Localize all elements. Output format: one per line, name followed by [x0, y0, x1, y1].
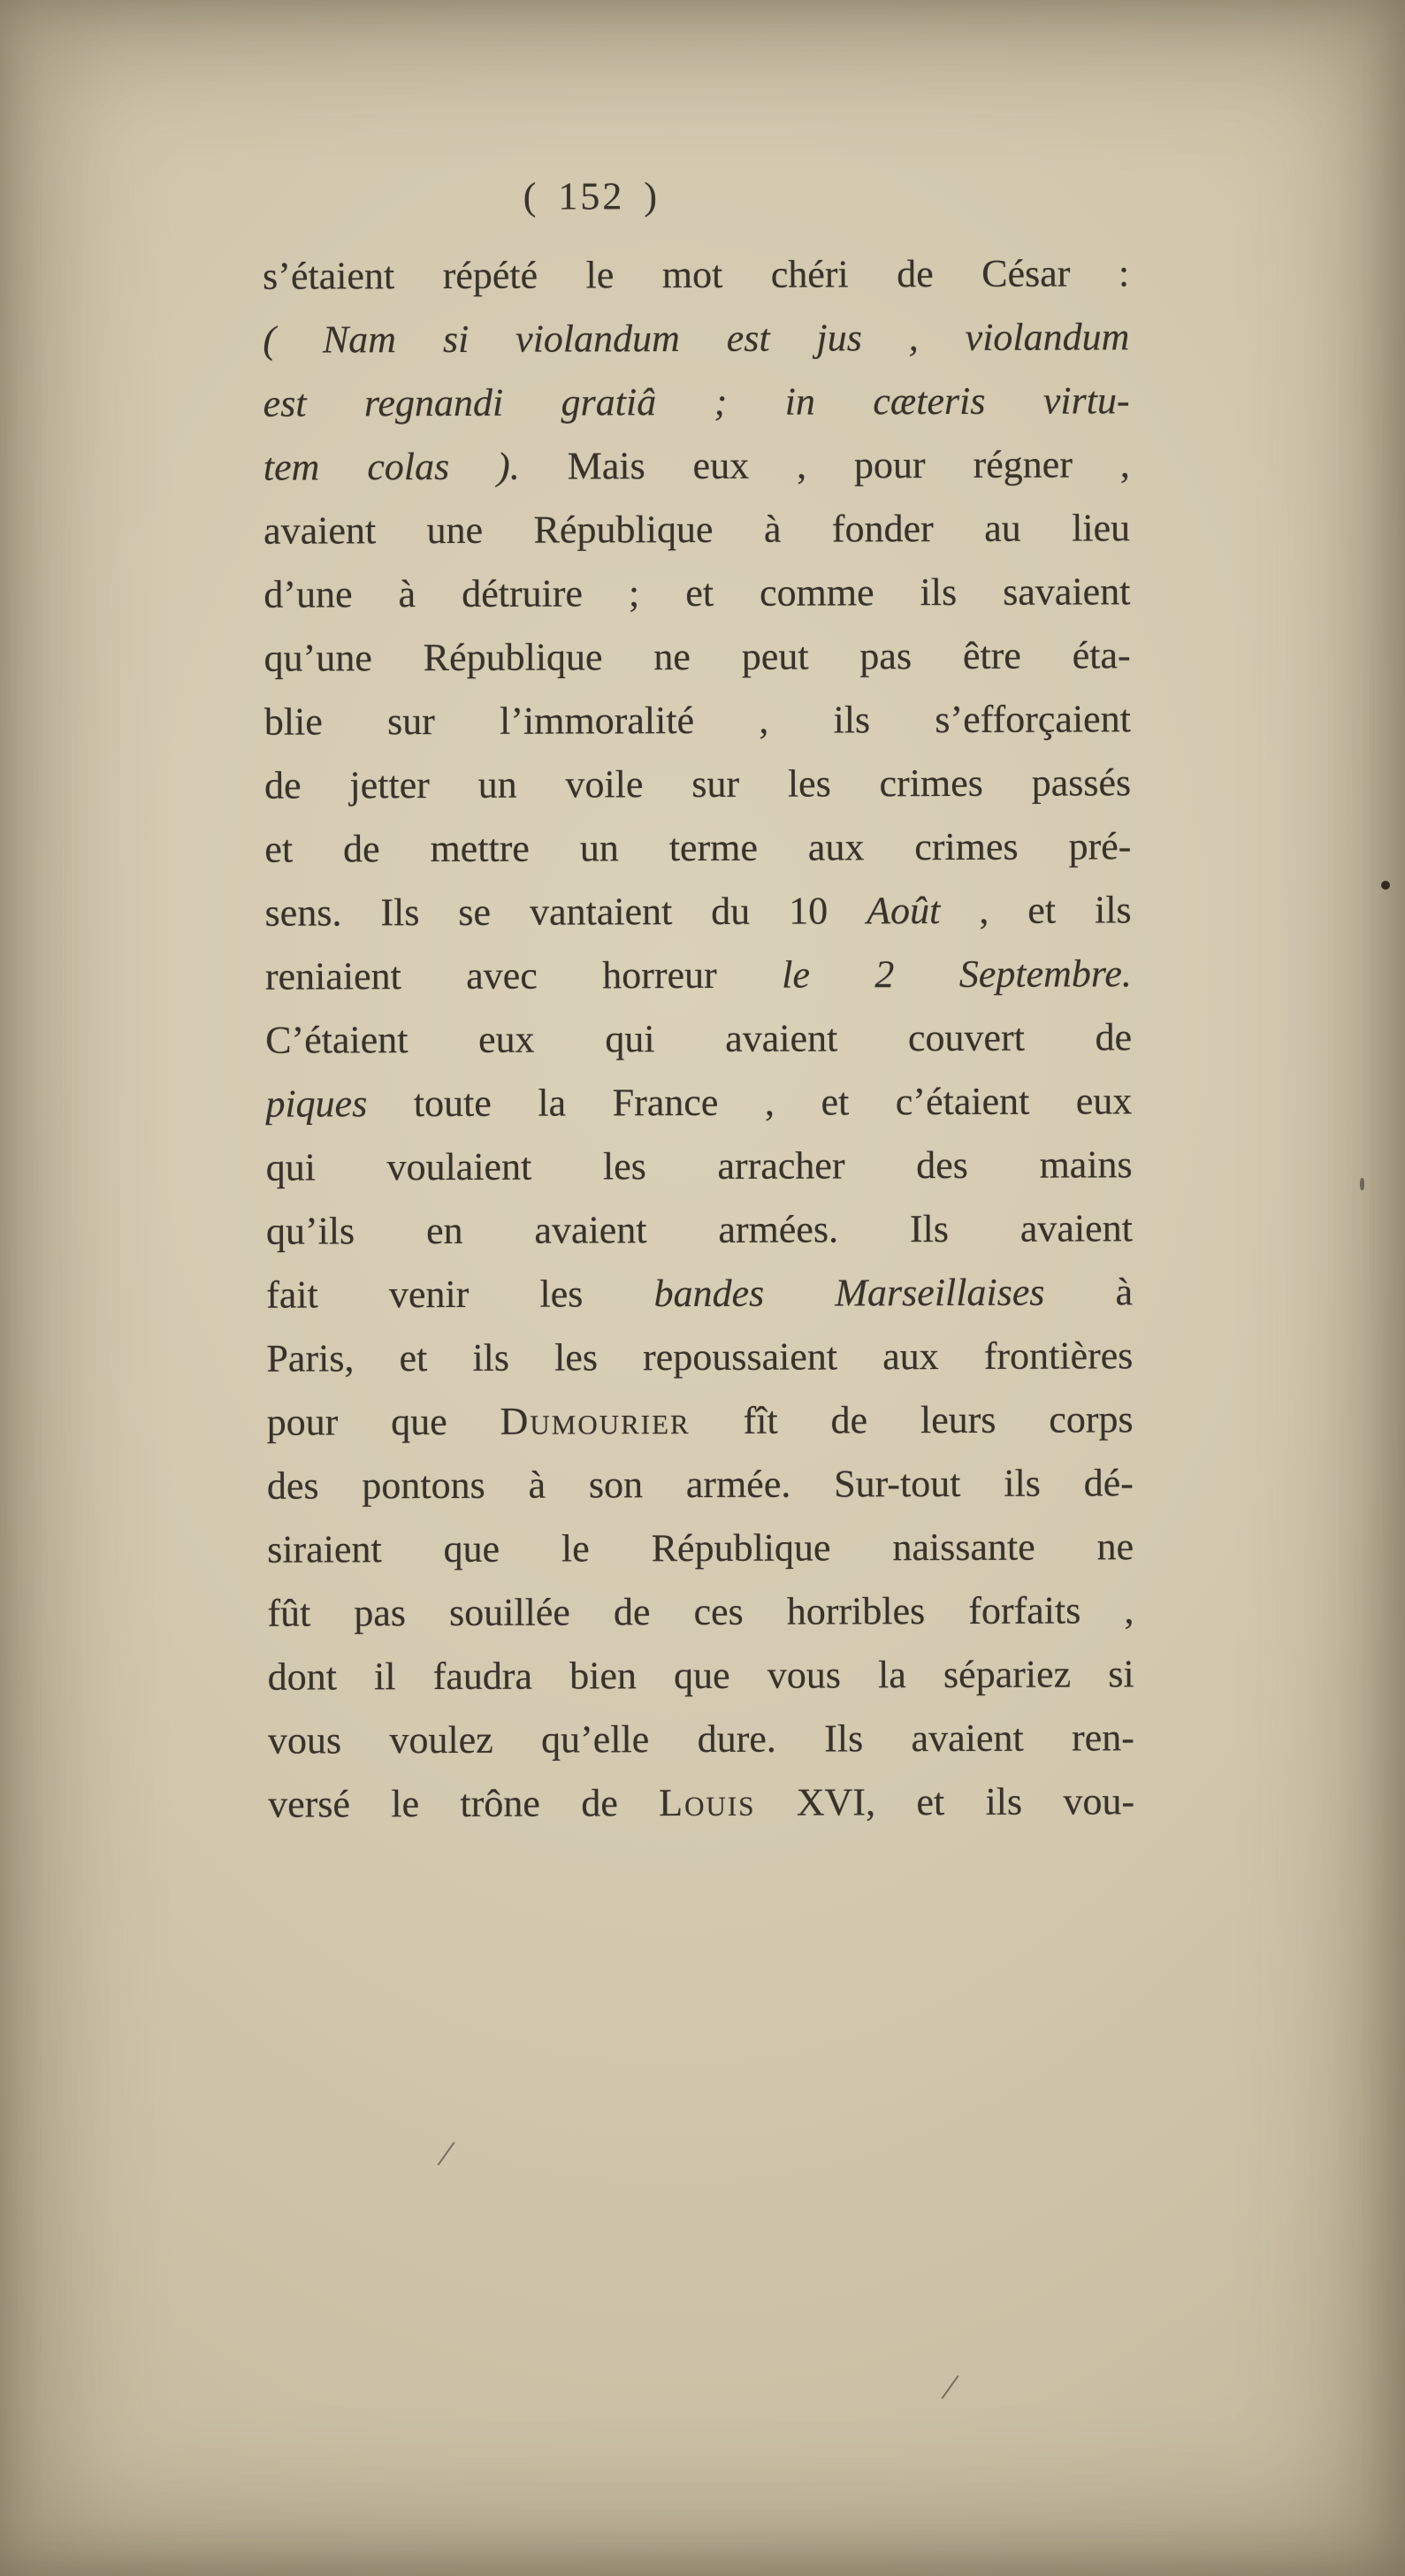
ink-speck — [1381, 881, 1390, 890]
scan-slash-mark-2: / — [941, 2366, 958, 2409]
text-line — [264, 623, 1131, 690]
page-number-header: ( 152 ) — [523, 174, 661, 218]
text-segment: fût pas souillée de ces horribles forfaits , — [267, 1588, 1134, 1635]
text-segment: , et ils — [940, 888, 1132, 933]
text-segment: Août — [867, 889, 941, 933]
text-line — [264, 814, 1131, 881]
text-segment: versé le trône de — [268, 1781, 660, 1826]
text-line — [268, 1770, 1134, 1836]
text-line — [265, 878, 1132, 944]
ink-smudge — [1360, 1178, 1364, 1190]
text-segment: dont il faudra bien que vous la sépariez si — [267, 1652, 1134, 1699]
text-segment: pour que — [266, 1399, 500, 1444]
text-line — [266, 1260, 1133, 1326]
text-line — [264, 751, 1131, 817]
text-line — [265, 942, 1132, 1008]
text-segment: qu’une République ne peut pas être éta- — [263, 633, 1131, 680]
text-line — [267, 1387, 1134, 1454]
text-segment: C’étaient eux qui avaient couvert de — [265, 1015, 1133, 1062]
text-segment: fait venir les — [266, 1272, 654, 1317]
text-segment: blie sur l’immoralité , ils s’efforçaient — [263, 697, 1131, 744]
text-line — [265, 1005, 1132, 1072]
text-segment: et de mettre un terme aux crimes pré- — [264, 824, 1132, 871]
text-segment: toute la France , et c’étaient eux — [367, 1079, 1133, 1126]
scan-slash-mark-1: / — [437, 2133, 454, 2175]
text-segment: qu’ils en avaient armées. Ils avaient — [265, 1206, 1133, 1253]
text-segment: à — [1044, 1270, 1134, 1314]
text-segment: s’étaient répété le mot chéri de César : — [263, 251, 1130, 298]
text-line — [263, 241, 1129, 308]
text-segment: Mais eux , pour régner , — [519, 442, 1130, 488]
text-line — [266, 1196, 1133, 1263]
text-segment: vous voulez qu’elle dure. Ils avaient ren- — [267, 1716, 1134, 1762]
text-line — [264, 687, 1131, 753]
text-line — [266, 1324, 1133, 1390]
text-segment: Louis — [659, 1780, 756, 1825]
text-segment: de jetter un voile sur les crimes passés — [264, 761, 1132, 807]
text-line — [267, 1515, 1134, 1581]
body-text — [263, 241, 1134, 1836]
text-segment: piques — [265, 1082, 368, 1126]
text-block — [263, 172, 1135, 1836]
text-line — [263, 369, 1130, 435]
text-segment: ( Nam si violandum est jus , violandum — [263, 315, 1130, 362]
text-segment: fît de leurs corps — [690, 1397, 1134, 1443]
text-segment: des pontons à son armée. Sur-tout ils dé- — [266, 1461, 1134, 1508]
text-segment: d’une à détruire ; et comme ils savaient — [263, 569, 1131, 616]
text-line — [268, 1642, 1134, 1708]
text-segment: qui voulaient les arracher des mains — [265, 1143, 1133, 1189]
text-line — [263, 496, 1130, 562]
text-line — [263, 560, 1130, 626]
text-line — [267, 1451, 1134, 1517]
text-line — [265, 1069, 1132, 1135]
text-line — [268, 1706, 1134, 1772]
text-segment: bandes Marseillaises — [653, 1270, 1045, 1316]
text-segment: reniaient avec horreur — [264, 952, 783, 998]
text-segment: tem colas ). — [263, 444, 520, 489]
text-segment: siraient que le République naissante ne — [267, 1525, 1134, 1571]
text-line — [263, 305, 1129, 371]
text-line — [263, 432, 1130, 499]
text-segment: avaient une République à fonder au lieu — [263, 506, 1131, 553]
text-segment: Paris, et ils les repoussaient aux frontières — [266, 1334, 1134, 1380]
text-segment: XVI, et ils vou- — [755, 1779, 1135, 1824]
text-line — [267, 1578, 1134, 1645]
text-segment: est regnandi gratiâ ; in cæteris virtu- — [263, 378, 1130, 425]
text-line — [266, 1133, 1133, 1199]
text-segment: sens. Ils se vantaient du 10 — [264, 889, 867, 935]
text-segment: Dumourier — [500, 1399, 691, 1443]
text-segment: le 2 Septembre. — [782, 952, 1132, 997]
